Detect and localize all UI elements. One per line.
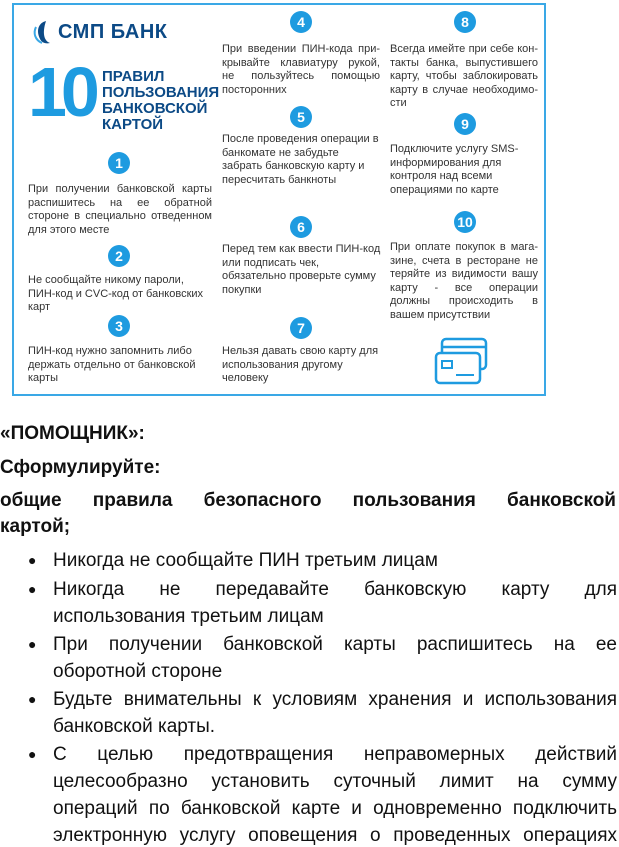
bullet-item: банковской карты. bbox=[53, 716, 216, 737]
bullet-item: При получении банковской карты распишитесь на ее bbox=[53, 634, 617, 655]
rule-text: Подключите услугу SMS- информирования для контроля над всеми операциями по карте bbox=[390, 143, 519, 196]
rule-text: При оплате покупок в мага-зине, счета в ресторане не теряйте из видимости вашу карту - все операции должны происходить в вашем присутствии bbox=[390, 241, 538, 321]
bank-logo-icon bbox=[32, 19, 54, 45]
rule-number-badge: 10 bbox=[454, 211, 476, 233]
rule-text: Не сообщайте никому пароли, ПИН-код и CVC-код от банковских карт bbox=[28, 274, 204, 313]
rule-text: Нельзя давать свою карту для использования другому человеку bbox=[222, 345, 379, 384]
rule-text: Всегда имейте при себе кон-такты банка, выпустившего карту, чтобы заблокировать карту в случае необходимо-сти bbox=[390, 43, 538, 109]
rule-number-badge: 6 bbox=[290, 216, 312, 238]
bank-logo bbox=[32, 19, 167, 45]
rule-number-badge: 9 bbox=[454, 113, 476, 135]
bullet-item: оборотной стороне bbox=[53, 661, 223, 682]
bullet-icon: ● bbox=[28, 691, 37, 707]
rule-number-badge: 7 bbox=[290, 317, 312, 339]
bank-cards-icon bbox=[434, 337, 494, 392]
rule-number-badge: 1 bbox=[108, 152, 130, 174]
title-line: БАНКОВСКОЙ bbox=[102, 100, 208, 117]
rule-number-badge: 4 bbox=[290, 11, 312, 33]
rule-number-badge: 3 bbox=[108, 315, 130, 337]
title-line: ПРАВИЛ bbox=[102, 68, 165, 85]
bullet-item: операций по банковской карте и одновременно подключить bbox=[53, 798, 617, 819]
task-text: картой; bbox=[0, 516, 71, 537]
heading: «ПОМОЩНИК»: bbox=[0, 423, 145, 444]
rule-text: При введении ПИН-кода при-крывайте клавиатуру рукой, не пользуйтесь помощью посторонних bbox=[222, 43, 380, 96]
rule-text: После проведения операции в банкомате не забудьте забрать банковскую карту и пересчитать банкноты bbox=[222, 133, 379, 186]
subheading: Сформулируйте: bbox=[0, 457, 161, 478]
title-line: ПОЛЬЗОВАНИЯ bbox=[102, 84, 220, 101]
rule-number-badge: 5 bbox=[290, 106, 312, 128]
bank-card-rules-infographic bbox=[12, 3, 546, 396]
big-number: 10 bbox=[28, 53, 94, 131]
bullet-item: С целью предотвращения неправомерных действий bbox=[53, 744, 617, 765]
bullet-item: Никогда не сообщайте ПИН третьим лицам bbox=[53, 550, 438, 571]
bullet-item: Будьте внимательны к условиям хранения и использования bbox=[53, 689, 617, 710]
bullet-item: целесообразно установить суточный лимит на сумму bbox=[53, 771, 617, 792]
rule-text: При получении банковской карты распишитесь на ее обратной стороне в специально отведенном для этого месте bbox=[28, 183, 212, 236]
bullet-icon: ● bbox=[28, 746, 37, 762]
rule-text: Перед тем как ввести ПИН-код или подписать чек, обязательно проверьте сумму покупки bbox=[222, 243, 381, 296]
bullet-item: Никогда не передавайте банковскую карту для bbox=[53, 579, 617, 600]
infographic-title bbox=[102, 69, 219, 133]
bullet-icon: ● bbox=[28, 581, 37, 597]
bank-name: СМП БАНК bbox=[58, 20, 168, 43]
bullet-icon: ● bbox=[28, 636, 37, 652]
title-line: КАРТОЙ bbox=[102, 116, 164, 133]
rule-number-badge: 2 bbox=[108, 245, 130, 267]
bullet-icon: ● bbox=[28, 552, 37, 568]
rule-text: ПИН-код нужно запомнить либо держать отдельно от банковской карты bbox=[28, 345, 196, 384]
bullet-item: использования третьим лицам bbox=[53, 606, 324, 627]
task-text: общие правила безопасного пользования банковской bbox=[0, 490, 616, 511]
bullet-item: электронную услугу оповещения о проведенных операциях bbox=[53, 825, 617, 846]
rule-number-badge: 8 bbox=[454, 11, 476, 33]
